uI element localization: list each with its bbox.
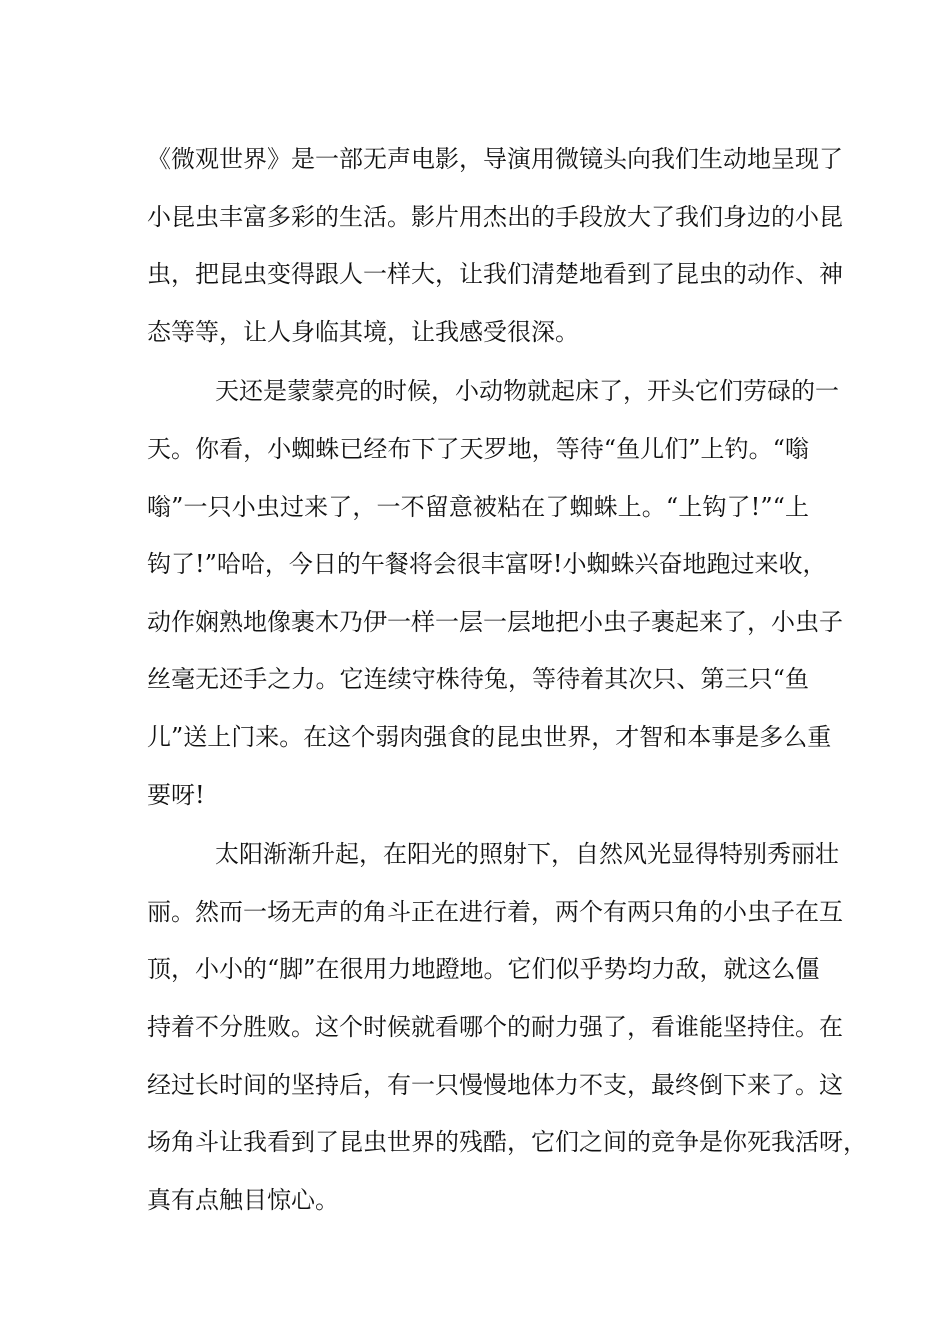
text-line: 经过长时间的坚持后，有一只慢慢地体力不支，最终倒下来了。这 xyxy=(147,1070,843,1099)
paragraph-3 xyxy=(147,826,867,1229)
text-line: 要呀! xyxy=(147,780,205,809)
text-line: 儿”送上门来。在这个弱肉强食的昆虫世界，才智和本事是多么重 xyxy=(147,722,832,751)
document-body xyxy=(147,131,867,1231)
text-line: 天。你看，小蜘蛛已经布下了天罗地，等待“鱼儿们”上钓。“嗡 xyxy=(147,434,809,463)
text-line: 钩了!”哈哈，今日的午餐将会很丰富呀!小蜘蛛兴奋地跑过来收， xyxy=(147,550,827,579)
text-line: 动作娴熟地像裹木乃伊一样一层一层地把小虫子裹起来了，小虫子 xyxy=(147,607,843,636)
text-line: 虫，把昆虫变得跟人一样大，让我们清楚地看到了昆虫的动作、神 xyxy=(147,260,843,289)
text-line: 丝毫无还手之力。它连续守株待兔，等待着其次只、第三只“鱼 xyxy=(147,665,809,694)
text-line: 丽。然而一场无声的角斗正在进行着，两个有两只角的小虫子在互 xyxy=(147,897,843,926)
text-line: 《微观世界》是一部无声电影，导演用微镜头向我们生动地呈现了 xyxy=(147,145,843,173)
text-line: 持着不分胜败。这个时候就看哪个的耐力强了，看谁能坚持住。在 xyxy=(147,1012,843,1041)
text-line: 场角斗让我看到了昆虫世界的残酷，它们之间的竞争是你死我活呀， xyxy=(147,1128,867,1157)
text-line: 嗡”一只小虫过来了，一不留意被粘在了蜘蛛上。“上钩了!”“上 xyxy=(147,492,809,521)
text-line: 顶，小小的“脚”在很用力地蹬地。它们似乎势均力敌，就这么僵 xyxy=(147,955,820,984)
text-line: 小昆虫丰富多彩的生活。影片用杰出的手段放大了我们身边的小昆 xyxy=(147,202,843,231)
text-line: 真有点触目惊心。 xyxy=(147,1185,339,1214)
text-line: 态等等，让人身临其境，让我感受很深。 xyxy=(147,317,579,346)
paragraph-2 xyxy=(147,363,843,824)
text-line: 太阳渐渐升起，在阳光的照射下，自然风光显得特别秀丽壮 xyxy=(215,840,839,869)
text-line: 天还是蒙蒙亮的时候，小动物就起床了，开头它们劳碌的一 xyxy=(215,377,839,406)
paragraph-1 xyxy=(147,131,843,361)
